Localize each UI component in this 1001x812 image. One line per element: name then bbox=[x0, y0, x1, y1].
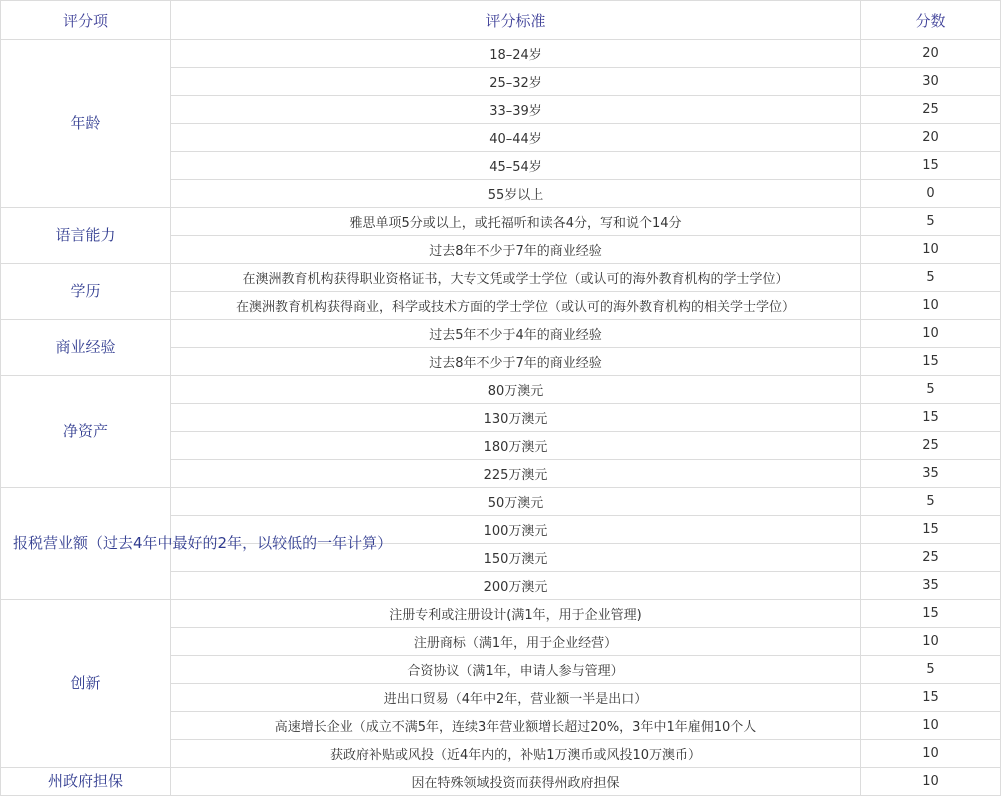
score-cell: 5 bbox=[861, 376, 1001, 404]
table-row bbox=[1, 320, 1001, 348]
score-cell: 15 bbox=[861, 348, 1001, 376]
criteria-cell: 进出口贸易（4年中2年，营业额一半是出口） bbox=[171, 684, 861, 712]
category-state-sponsorship: 州政府担保 bbox=[1, 768, 171, 796]
table-row bbox=[1, 488, 1001, 516]
score-cell: 20 bbox=[861, 124, 1001, 152]
criteria-cell: 因在特殊领域投资而获得州政府担保 bbox=[171, 768, 861, 796]
criteria-cell: 200万澳元 bbox=[171, 572, 861, 600]
criteria-cell: 注册专利或注册设计(满1年，用于企业管理) bbox=[171, 600, 861, 628]
score-cell: 35 bbox=[861, 460, 1001, 488]
criteria-cell: 雅思单项5分或以上，或托福听和读各4分，写和说个14分 bbox=[171, 208, 861, 236]
score-cell: 10 bbox=[861, 320, 1001, 348]
score-cell: 25 bbox=[861, 432, 1001, 460]
category-business-experience: 商业经验 bbox=[1, 320, 171, 376]
criteria-cell: 注册商标（满1年，用于企业经营） bbox=[171, 628, 861, 656]
score-cell: 30 bbox=[861, 68, 1001, 96]
score-cell: 20 bbox=[861, 40, 1001, 68]
criteria-cell: 获政府补贴或风投（近4年内的，补贴1万澳币或风投10万澳币） bbox=[171, 740, 861, 768]
criteria-cell: 高速增长企业（成立不满5年，连续3年营业额增长超过20%，3年中1年雇佣10个人 bbox=[171, 712, 861, 740]
score-cell: 10 bbox=[861, 768, 1001, 796]
criteria-cell: 过去5年不少于4年的商业经验 bbox=[171, 320, 861, 348]
criteria-cell: 33–39岁 bbox=[171, 96, 861, 124]
criteria-cell: 150万澳元 bbox=[171, 544, 861, 572]
criteria-cell: 40–44岁 bbox=[171, 124, 861, 152]
score-cell: 0 bbox=[861, 180, 1001, 208]
header-row bbox=[1, 1, 1001, 40]
score-cell: 5 bbox=[861, 264, 1001, 292]
header-criteria: 评分标准 bbox=[171, 1, 861, 40]
criteria-cell: 在澳洲教育机构获得职业资格证书，大专文凭或学士学位（或认可的海外教育机构的学士学位） bbox=[171, 264, 861, 292]
score-cell: 15 bbox=[861, 684, 1001, 712]
criteria-cell: 180万澳元 bbox=[171, 432, 861, 460]
score-cell: 25 bbox=[861, 96, 1001, 124]
criteria-cell: 100万澳元 bbox=[171, 516, 861, 544]
table-row bbox=[1, 208, 1001, 236]
criteria-cell: 过去8年不少于7年的商业经验 bbox=[171, 236, 861, 264]
criteria-cell: 55岁以上 bbox=[171, 180, 861, 208]
table-row bbox=[1, 40, 1001, 68]
score-cell: 10 bbox=[861, 236, 1001, 264]
score-cell: 5 bbox=[861, 208, 1001, 236]
criteria-cell: 80万澳元 bbox=[171, 376, 861, 404]
criteria-cell: 225万澳元 bbox=[171, 460, 861, 488]
table-row bbox=[1, 376, 1001, 404]
score-cell: 15 bbox=[861, 600, 1001, 628]
score-cell: 25 bbox=[861, 544, 1001, 572]
criteria-cell: 130万澳元 bbox=[171, 404, 861, 432]
criteria-cell: 18–24岁 bbox=[171, 40, 861, 68]
score-cell: 5 bbox=[861, 488, 1001, 516]
score-cell: 35 bbox=[861, 572, 1001, 600]
criteria-cell: 在澳洲教育机构获得商业，科学或技术方面的学士学位（或认可的海外教育机构的相关学士学位） bbox=[171, 292, 861, 320]
category-turnover: 报税营业额（过去4年中最好的2年，以较低的一年计算） bbox=[1, 488, 171, 600]
score-cell: 15 bbox=[861, 516, 1001, 544]
score-cell: 10 bbox=[861, 628, 1001, 656]
score-cell: 10 bbox=[861, 292, 1001, 320]
table-row bbox=[1, 264, 1001, 292]
criteria-cell: 25–32岁 bbox=[171, 68, 861, 96]
criteria-cell: 45–54岁 bbox=[171, 152, 861, 180]
score-cell: 10 bbox=[861, 740, 1001, 768]
category-age: 年龄 bbox=[1, 40, 171, 208]
score-cell: 15 bbox=[861, 404, 1001, 432]
criteria-cell: 过去8年不少于7年的商业经验 bbox=[171, 348, 861, 376]
table-row bbox=[1, 768, 1001, 796]
category-language: 语言能力 bbox=[1, 208, 171, 264]
table-row bbox=[1, 600, 1001, 628]
header-category: 评分项 bbox=[1, 1, 171, 40]
category-innovation: 创新 bbox=[1, 600, 171, 768]
header-score: 分数 bbox=[861, 1, 1001, 40]
score-cell: 10 bbox=[861, 712, 1001, 740]
score-cell: 5 bbox=[861, 656, 1001, 684]
category-net-assets: 净资产 bbox=[1, 376, 171, 488]
category-education: 学历 bbox=[1, 264, 171, 320]
score-cell: 15 bbox=[861, 152, 1001, 180]
criteria-cell: 50万澳元 bbox=[171, 488, 861, 516]
criteria-cell: 合资协议（满1年，申请人参与管理） bbox=[171, 656, 861, 684]
